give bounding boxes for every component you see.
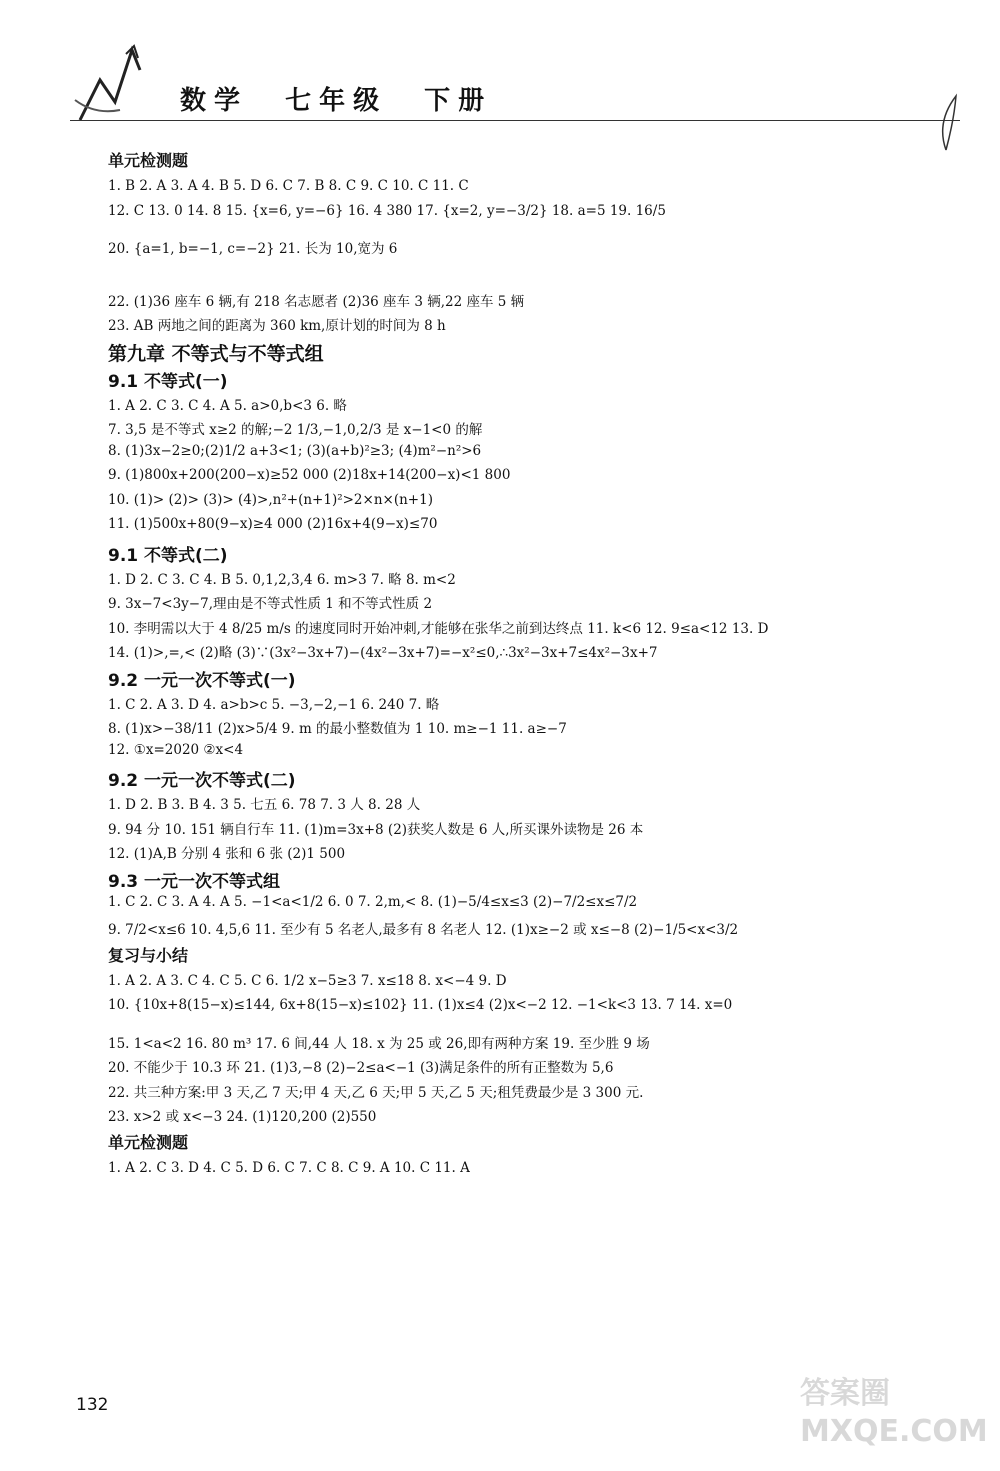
answer-row: 23. x>2 或 x<−3 24. (1)120,200 (2)550 — [108, 1109, 377, 1125]
answer-row: 11. (1)500x+80(9−x)≥4 000 (2)16x+4(9−x)≤70 — [108, 516, 438, 532]
answer-row: 22. (1)36 座车 6 辆,有 218 名志愿者 (2)36 座车 3 辆,22 座车 5 辆 — [108, 293, 525, 310]
answer-row: 1. C 2. C 3. A 4. A 5. −1<a<1/2 6. 0 7. 2,m,< 8. (1)−5/4≤x≤3 (2)−7/2≤x≤7/2 — [108, 893, 638, 910]
watermark-text: 答案圈 MXQE.COM — [800, 1376, 988, 1449]
header-title — [180, 80, 492, 117]
answer-row: 15. 1<a<2 16. 80 m³ 17. 6 间,44 人 18. x 为 25 或 26,即有两种方案 19. 至少胜 9 场 — [108, 1035, 650, 1052]
chapter-title: 第九章 不等式与不等式组 — [108, 342, 324, 365]
answer-row: 20. {a=1, b=−1, c=−2} 21. 长为 10,宽为 6 — [108, 241, 398, 257]
answer-row: 12. (1)A,B 分别 4 张和 6 张 (2)1 500 — [108, 846, 346, 862]
section-title: 复习与小结 — [108, 945, 189, 965]
answer-row: 10. (1)> (2)> (3)> (4)>,n²+(n+1)²>2×n×(n+1) — [108, 491, 433, 508]
answer-row: 1. B 2. A 3. A 4. B 5. D 6. C 7. B 8. C 9. C 10. C 11. C — [108, 178, 469, 194]
answer-row: 1. A 2. A 3. C 4. C 5. C 6. 1/2 x−5≥3 7. x≤18 8. x<−4 9. D — [108, 972, 507, 989]
answer-row: 7. 3,5 是不等式 x≥2 的解;−2 1/3,−1,0,2/3 是 x−1<0 的解 — [108, 422, 483, 438]
answer-row: 12. C 13. 0 14. 8 15. {x=6, y=−6} 16. 4 380 17. {x=2, y=−3/2} 18. a=5 19. 16/5 — [108, 202, 666, 219]
header-rule — [70, 120, 960, 121]
section-title: 单元检测题 — [108, 151, 189, 170]
section-title: 9.3 一元一次不等式组 — [108, 871, 281, 892]
answer-row: 8. (1)x>−38/11 (2)x>5/4 9. m 的最小整数值为 1 10. m≥−1 11. a≥−7 — [108, 721, 567, 737]
logo-icon — [70, 40, 180, 130]
answer-row: 9. 94 分 10. 151 辆自行车 11. (1)m=3x+8 (2)获奖人数是 6 人,所买课外读物是 26 本 — [108, 821, 644, 838]
section-title: 9.2 一元一次不等式(一) — [108, 670, 296, 691]
answer-row: 14. (1)>,=,< (2)略 (3)∵(3x²−3x+7)−(4x²−3x+7)=−x²≤0,∴3x²−3x+7≤4x²−3x+7 — [108, 645, 658, 661]
answer-row: 10. 李明需以大于 4 8/25 m/s 的速度同时开始冲刺,才能够在张华之前到达终点 11. k<6 12. 9≤a<12 13. D — [108, 620, 769, 637]
feather-icon — [926, 92, 966, 152]
answer-row: 12. ①x=2020 ②x<4 — [108, 741, 244, 758]
section-title: 9.2 一元一次不等式(二) — [108, 771, 296, 791]
header-subject: 数学 — [180, 86, 249, 116]
page-number: 132 — [76, 1395, 109, 1415]
answer-row: 1. C 2. A 3. D 4. a>b>c 5. −3,−2,−1 6. 240 7. 略 — [108, 696, 440, 713]
page-header — [70, 40, 960, 150]
answer-row: 1. A 2. C 3. D 4. C 5. D 6. C 7. C 8. C 9. A 10. C 11. A — [108, 1159, 470, 1176]
answer-row: 1. D 2. B 3. B 4. 3 5. 七五 6. 78 7. 3 人 8. 28 人 — [108, 797, 421, 813]
section-title: 9.1 不等式(一) — [108, 371, 228, 392]
section-title: 单元检测题 — [108, 1132, 189, 1152]
answer-row: 20. 不能少于 10.3 环 21. (1)3,−8 (2)−2≤a<−1 (3)满足条件的所有正整数为 5,6 — [108, 1060, 614, 1076]
watermark — [800, 1375, 988, 1455]
answer-row: 10. {10x+8(15−x)≤144, 6x+8(15−x)≤102} 11. (1)x≤4 (2)x<−2 12. −1<k<3 13. 7 14. x=0 — [108, 997, 733, 1013]
section-title: 9.1 不等式(二) — [108, 545, 228, 566]
answer-row: 1. A 2. C 3. C 4. A 5. a>0,b<3 6. 略 — [108, 397, 347, 414]
answer-row: 9. 7/2<x≤6 10. 4,5,6 11. 至少有 5 名老人,最多有 8 名老人 12. (1)x≥−2 或 x≤−8 (2)−1/5<x<3/2 — [108, 922, 739, 938]
answer-row: 8. (1)3x−2≥0;(2)1/2 a+3<1; (3)(a+b)²≥3; (4)m²−n²>6 — [108, 442, 482, 459]
header-volume: 下册 — [424, 86, 493, 116]
answer-row: 23. AB 两地之间的距离为 360 km,原计划的时间为 8 h — [108, 318, 446, 334]
answer-row: 1. D 2. C 3. C 4. B 5. 0,1,2,3,4 6. m>3 7. 略 8. m<2 — [108, 571, 456, 588]
answer-row: 9. 3x−7<3y−7,理由是不等式性质 1 和不等式性质 2 — [108, 596, 433, 612]
answer-row: 22. 共三种方案:甲 3 天,乙 7 天;甲 4 天,乙 6 天;甲 5 天,乙 5 天;租凭费最少是 3 300 元. — [108, 1084, 644, 1101]
answer-row: 9. (1)800x+200(200−x)≥52 000 (2)18x+14(200−x)<1 800 — [108, 467, 511, 483]
header-grade: 七年级 — [285, 86, 388, 116]
